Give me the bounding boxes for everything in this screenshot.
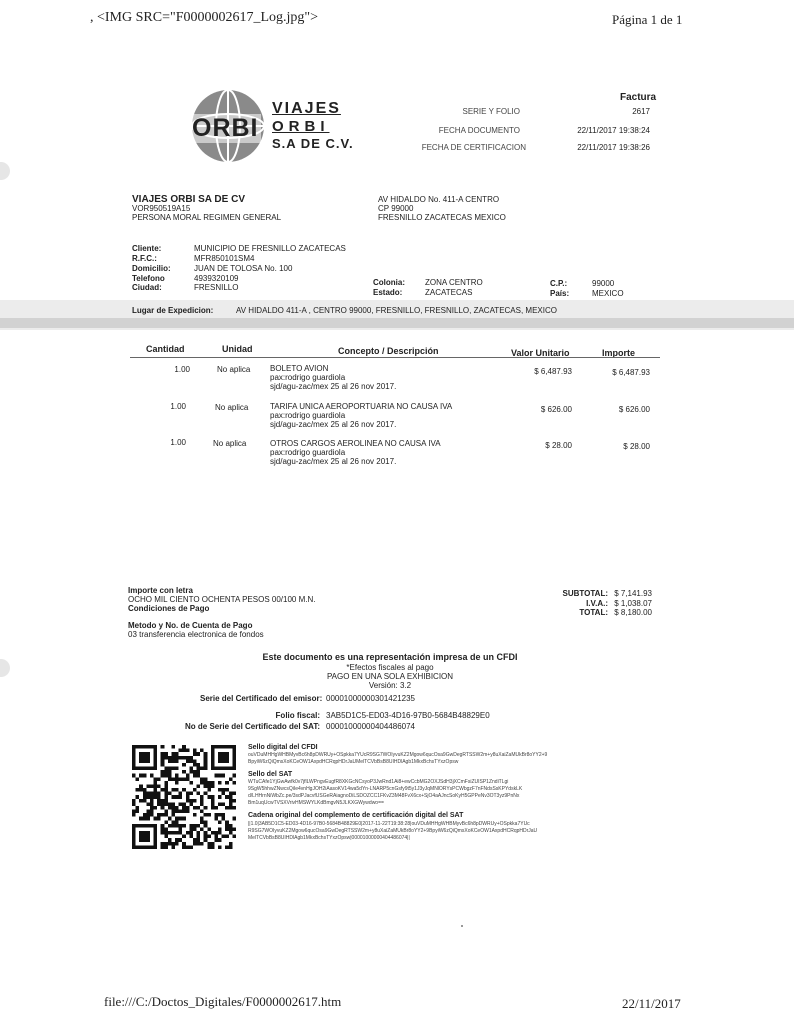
sello-cfdi-text	[248, 752, 658, 766]
row-cantidad: 1.00	[170, 402, 186, 411]
cp-label: C.P.:	[550, 279, 568, 288]
cliente-value: MUNICIPIO DE FRESNILLO ZACATECAS	[194, 244, 346, 253]
issuer-address-1: AV HIDALDO No. 411-A CENTRO	[378, 195, 500, 204]
ciudad-label: Ciudad:	[132, 283, 162, 292]
issuer-regimen: PERSONA MORAL REGIMEN GENERAL	[132, 213, 282, 222]
row-importe: $ 6,487.93	[612, 368, 650, 377]
col-unidad: Unidad	[222, 344, 253, 354]
pais-label: País:	[550, 289, 570, 298]
row-desc-2: sjd/agu-zac/mex 25 al 26 nov 2017.	[270, 420, 397, 429]
sello-cfdi-line: ouVDuMHHgWHBMyvBc6h8pDWRUy+OSpkka7YUcR9SG7WOIyvuKZ2Mgow6qucOsa9GwDegRTSSW2m+y8uXaiZaMUkBr8oYY2+9	[248, 752, 548, 758]
cfdi-version: Versión: 3.2	[368, 681, 412, 690]
punch-hole	[0, 659, 10, 677]
logo-viajes: VIAJES	[272, 100, 341, 117]
cfdi-title: Este documento es una representación impresa de un CFDI	[262, 652, 518, 662]
cp-value: 99000	[592, 279, 615, 288]
logo-orbi-big: ORBI	[192, 114, 259, 142]
estado-label: Estado:	[373, 288, 403, 297]
iva-label: I.V.A.:	[586, 599, 608, 608]
sello-cfdi-label: Sello digital del CFDI	[248, 744, 318, 751]
cadena-text	[248, 821, 658, 842]
row-unidad: No aplica	[217, 365, 251, 374]
issuer-name: VIAJES ORBI SA DE CV	[132, 194, 245, 205]
pais-value: MEXICO	[592, 289, 624, 298]
row-unitario: $ 626.00	[540, 405, 572, 414]
row-unidad: No aplica	[213, 439, 247, 448]
expedicion-label: Lugar de Expedicion:	[132, 306, 214, 315]
ciudad-value: FRESNILLO	[194, 283, 239, 292]
punch-hole	[0, 162, 10, 180]
fecha-documento-label: FECHA DOCUMENTO	[438, 126, 520, 135]
col-cantidad: Cantidad	[146, 344, 185, 354]
qr-code-icon	[132, 745, 236, 849]
subtotal-label: SUBTOTAL:	[562, 589, 608, 598]
cliente-label: Cliente:	[132, 244, 162, 253]
row-concepto: OTROS CARGOS AEROLINEA NO CAUSA IVA	[270, 439, 441, 448]
serie-folio-label: SERIE Y FOLIO	[462, 107, 520, 116]
issuer-address-3: FRESNILLO ZACATECAS MEXICO	[378, 213, 506, 222]
estado-value: ZACATECAS	[425, 288, 473, 297]
row-unitario: $ 28.00	[545, 441, 572, 450]
fecha-certificacion-value: 22/11/2017 19:38:26	[577, 143, 650, 152]
col-concepto: Concepto / Descripción	[338, 346, 439, 356]
cfdi-efectos: *Efectos fiscales al pago	[346, 663, 434, 672]
cadena-line: ||1.0|3AB5D1C5-ED03-4D16-97B0-5684B48829E0|2017-11-22T19:38:28|ouVDuMHHgWHBMyvBc6h8pDWRUy+OSpkka7YUc	[248, 821, 530, 827]
issuer-rfc: VOR950519A15	[132, 204, 191, 213]
row-desc-1: pax:rodrigo guardiola	[270, 373, 346, 382]
fecha-certificacion-label: FECHA DE CERTIFICACION	[421, 143, 526, 152]
sello-sat-label: Sello del SAT	[248, 771, 293, 778]
scan-speck	[461, 925, 463, 927]
row-concepto: TARIFA UNICA AEROPORTUARIA NO CAUSA IVA	[270, 402, 453, 411]
sello-sat-text	[248, 779, 658, 807]
row-cantidad: 1.00	[174, 365, 190, 374]
sello-sat-line: WTuCAfe1YjGwAwfk0v7jflLWPngvEugfR8XKGcNCsyoP3JwRnd1Ai8+ewCcbMG2OXJSdH3jXCmFsiZUISP1ZndiTLgi	[248, 779, 509, 785]
cadena-line: MelTCVbBsB8UIHDlAgb1MkxBchsTYxzOpsw|00001000000404486074||	[248, 835, 410, 841]
row-desc-1: pax:rodrigo guardiola	[270, 448, 346, 457]
logo-sa: S.A DE C.V.	[272, 136, 354, 151]
colonia-value: ZONA CENTRO	[425, 278, 483, 287]
telefono-value: 4939320109	[194, 274, 239, 283]
row-importe: $ 28.00	[623, 442, 650, 451]
row-cantidad: 1.00	[170, 438, 186, 447]
row-unidad: No aplica	[215, 403, 249, 412]
page-number-label: Página 1 de 1	[612, 12, 683, 27]
serie-sat-value: 00001000000404486074	[326, 722, 415, 731]
domicilio-label: Domicilio:	[132, 264, 171, 273]
total-label: TOTAL:	[579, 608, 608, 617]
serie-emisor-value: 00001000000301421235	[326, 694, 415, 703]
table-header-rule	[130, 357, 660, 358]
total-value: $ 8,180.00	[614, 608, 652, 617]
fecha-documento-value: 22/11/2017 19:38:24	[577, 126, 650, 135]
bullet-mark: ,	[90, 10, 94, 25]
row-desc-2: sjd/agu-zac/mex 25 al 26 nov 2017.	[270, 382, 397, 391]
scan-band-dark	[0, 318, 794, 328]
colonia-label: Colonia:	[373, 278, 405, 287]
row-desc-2: sjd/agu-zac/mex 25 al 26 nov 2017.	[270, 457, 397, 466]
sello-sat-line: Bm1uqUcwTVSXVrivHMSWYLKdBmgvN5JLKXGWywdwo==	[248, 800, 384, 806]
metodo-label: Metodo y No. de Cuenta de Pago	[128, 621, 253, 630]
img-src-text: <IMG SRC="F0000002617_Log.jpg">	[97, 10, 319, 25]
condiciones-label: Condiciones de Pago	[128, 604, 210, 613]
issuer-address-2: CP 99000	[378, 204, 414, 213]
logo-orbi-small: ORBI	[272, 118, 330, 135]
domicilio-value: JUAN DE TOLOSA No. 100	[194, 264, 293, 273]
folio-fiscal-label: Folio fiscal:	[275, 711, 320, 720]
telefono-label: Telefono	[132, 274, 165, 283]
serie-folio-value: 2617	[632, 107, 650, 116]
sello-sat-line: 9SgW5hhwZNwcsQiIe4vnHgJOH2iAasoKV14wa5dYn-LNARP5cnGsfy9t5y1J3yJqMNlORYsPCWbgzF7nFNdsSsKPYdskLK	[248, 786, 523, 792]
iva-value: $ 1,038.07	[614, 599, 652, 608]
footer-path: file:///C:/Doctos_Digitales/F0000002617.htm	[104, 994, 342, 1009]
document-type: Factura	[620, 92, 657, 103]
col-valor-unitario: Valor Unitario	[511, 348, 570, 358]
sello-sat-line: d/LHHrnNiWbZc.pe/3sdPJacvfUSGeRAiagnoDiLSDOZCC1FKvZ3M48FvX6cx+SjO4aAJncSoKyH5GPPeNv3OT3yz9PnNx	[248, 793, 520, 799]
footer-date: 22/11/2017	[622, 996, 681, 1011]
sello-cfdi-line: BpyiW6zQiQmsXoKCeOW1AxpdHCRqpHDrJaUMelTCVbBsB8UIHDlAgb1MkxBchsTYxzOpsw	[248, 759, 459, 765]
cfdi-pago: PAGO EN UNA SOLA EXHIBICION	[326, 672, 454, 681]
row-unitario: $ 6,487.93	[534, 367, 572, 376]
col-importe: Importe	[602, 348, 636, 358]
cadena-line: R9SG7WOIyvuKZ2Mgow6qucOsa9GwDegRTSSW2m+y8uXaiZaMUkBr8oYY2+9BpyiW6zQiQmsXoKCeOW1AxpdHCRqpHDrJaU	[248, 828, 538, 834]
expedicion-value: AV HIDALDO 411-A , CENTRO 99000, FRESNILLO, FRESNILLO, ZACATECAS, MEXICO	[236, 306, 557, 315]
cadena-label: Cadena original del complemento de certificación digital del SAT	[248, 812, 464, 819]
row-importe: $ 626.00	[618, 405, 650, 414]
rfc-value: MFR850101SM4	[194, 254, 255, 263]
importe-letra-label: Importe con letra	[128, 586, 193, 595]
folio-fiscal-value: 3AB5D1C5-ED03-4D16-97B0-5684B48829E0	[326, 711, 490, 720]
serie-sat-label: No de Serie del Certificado del SAT:	[185, 722, 320, 731]
importe-letra-value: OCHO MIL CIENTO OCHENTA PESOS 00/100 M.N.	[128, 595, 316, 604]
row-concepto: BOLETO AVION	[270, 364, 329, 373]
subtotal-value: $ 7,141.93	[614, 589, 652, 598]
rfc-label: R.F.C.:	[132, 254, 157, 263]
metodo-value: 03 transferencia electronica de fondos	[128, 630, 264, 639]
row-desc-1: pax:rodrigo guardiola	[270, 411, 346, 420]
serie-emisor-label: Serie del Certificado del emisor:	[200, 694, 323, 703]
